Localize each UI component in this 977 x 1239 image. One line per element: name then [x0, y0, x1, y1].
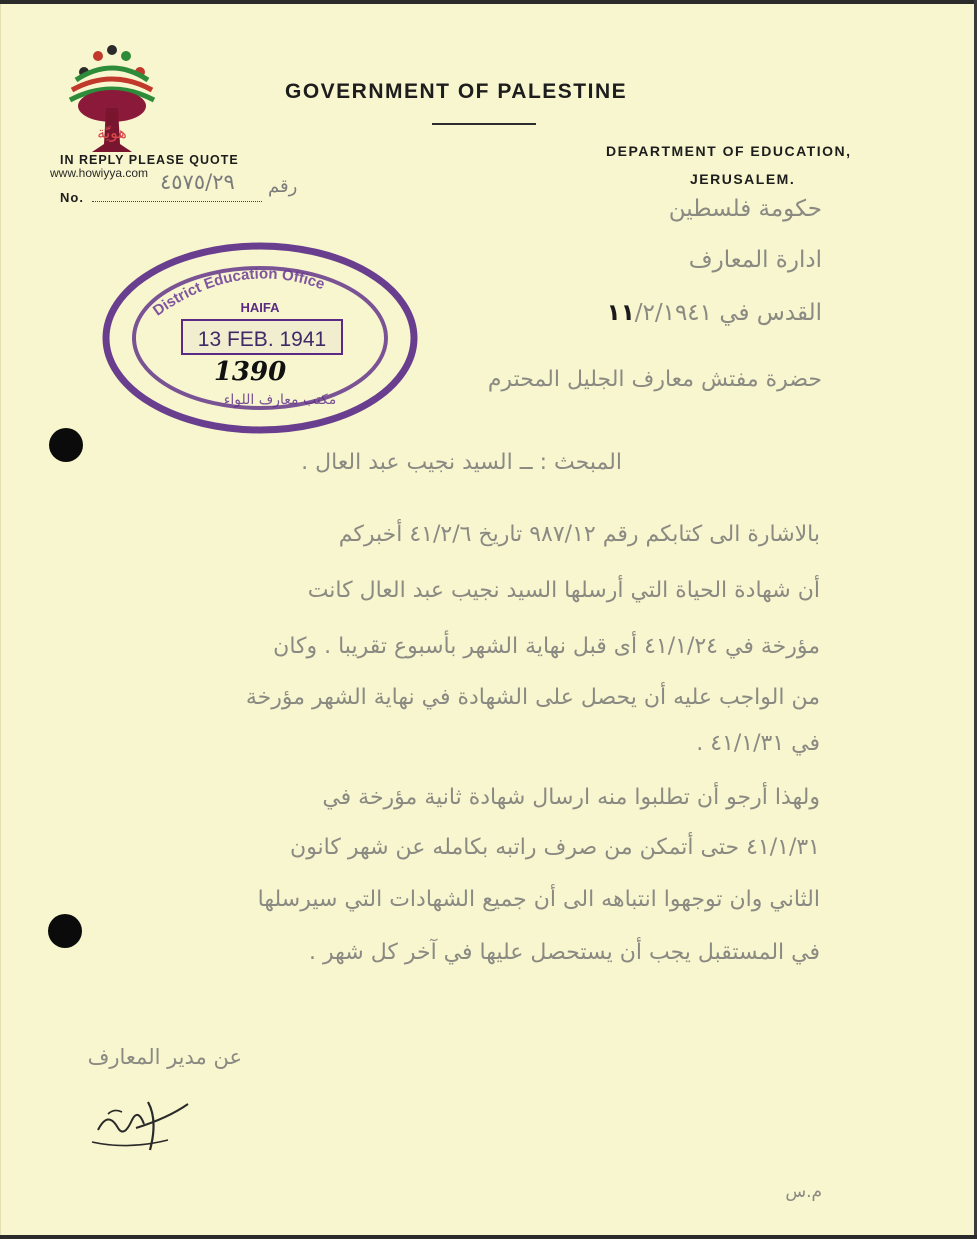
date-day-handwritten: ١١ [606, 300, 635, 326]
body-line: الثاني وان توجهوا انتباهه الى أن جميع الشهادات التي سيرسلها [257, 887, 820, 912]
scan-edge-bottom [0, 1235, 977, 1239]
stamp-office-text: District Education Office [149, 265, 327, 320]
scan-edge-top [0, 0, 977, 4]
body-line: في المستقبل يجب أن يستحصل عليها في آخر كل شهر . [309, 940, 820, 965]
reference-number: ٤٥٧٥/٢٩ [160, 170, 235, 194]
arabic-department: ادارة المعارف [688, 247, 822, 273]
body-line: أن شهادة الحياة التي أرسلها السيد نجيب عبد العال كانت [307, 578, 820, 603]
logo-text: هويّة [97, 123, 127, 142]
body-line: ٤١/١/٣١ حتى أتمكن من صرف راتبه بكامله عن شهر كانون [290, 835, 820, 860]
punch-hole [48, 914, 82, 948]
svg-text:District Education Office [150, 265, 327, 319]
stamp-city: HAIFA [240, 300, 280, 315]
body-line: في ٤١/١/٣١ . [696, 731, 820, 756]
title-underline [432, 123, 536, 125]
stamp-date: 13 FEB. 1941 [197, 328, 327, 351]
ref-no-dotted-line [92, 201, 262, 202]
arabic-date-line [607, 300, 822, 326]
stamp-number: 1390 [213, 357, 287, 387]
department-city: JERUSALEM. [690, 171, 796, 187]
reply-quote-label: IN REPLY PLEASE QUOTE [60, 153, 239, 167]
date-prefix: القدس في [719, 300, 822, 326]
typist-initials: م.س [785, 1182, 822, 1202]
body-line: من الواجب عليه أن يحصل على الشهادة في نهاية الشهر مؤرخة [245, 685, 820, 710]
stamp-arabic-text: مكتب معارف اللواء [223, 392, 337, 408]
ref-label-arabic: رقم [268, 176, 298, 197]
body-line: مؤرخة في ٤١/١/٢٤ أى قبل نهاية الشهر بأسبوع تقريبا . وكان [273, 634, 820, 659]
body-line: بالاشارة الى كتابكم رقم ٩٨٧/١٢ تاريخ ٤١/٢/٦ أخبركم [338, 522, 820, 547]
howiyya-logo [62, 44, 162, 162]
ref-no-label: No. [60, 190, 84, 205]
body-line: ولهذا أرجو أن تطلبوا منه ارسال شهادة ثانية مؤرخة في [322, 785, 820, 810]
logo-figure-dot [107, 45, 117, 55]
arabic-government: حكومة فلسطين [668, 196, 822, 222]
date-rest: /٢/١٩٤١ [634, 300, 713, 326]
signature-title: عن مدير المعارف [87, 1045, 242, 1069]
letterhead-title: GOVERNMENT OF PALESTINE [285, 80, 628, 103]
received-stamp [100, 238, 420, 438]
watermark-url: www.howiyya.com [50, 166, 149, 180]
punch-hole [49, 428, 83, 462]
logo-figure-dot [93, 51, 103, 61]
handwritten-signature [88, 1090, 198, 1160]
addressee-line: حضرة مفتش معارف الجليل المحترم [487, 367, 822, 392]
logo-figure-dot [121, 51, 131, 61]
subject-line: المبحث : ــ السيد نجيب عبد العال . [301, 450, 622, 475]
department-name: DEPARTMENT OF EDUCATION, [606, 143, 852, 159]
